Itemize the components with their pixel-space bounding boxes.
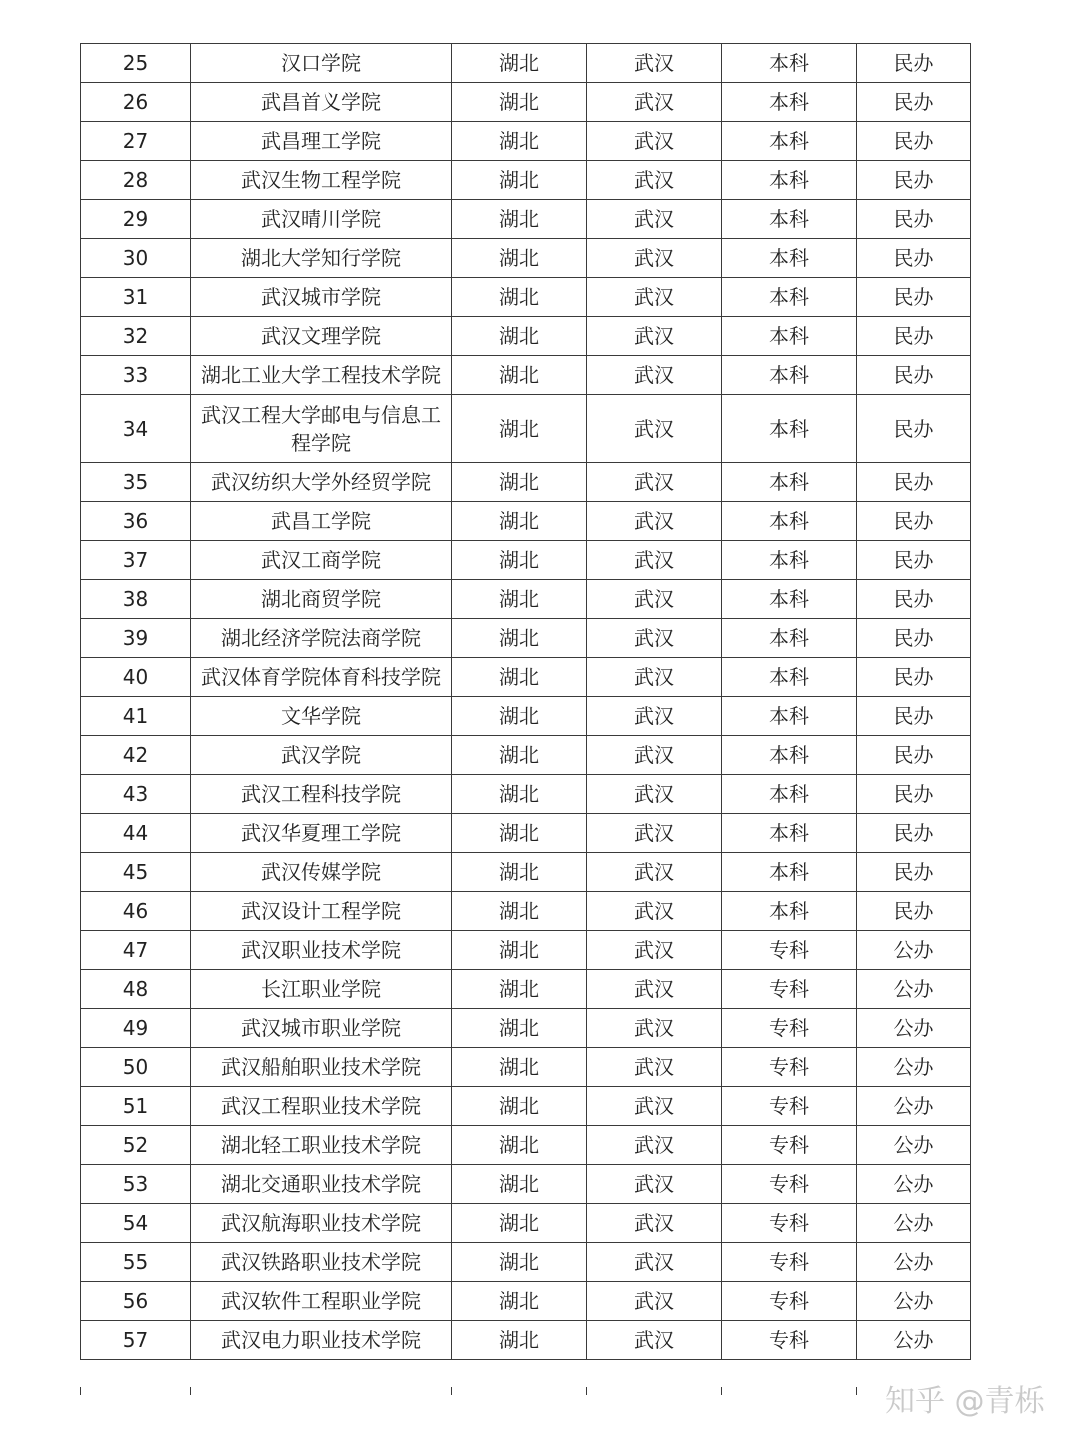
college-name-cell: 湖北工业大学工程技术学院 — [191, 356, 452, 395]
row-number-cell: 57 — [81, 1321, 191, 1360]
education-level-cell: 专科 — [722, 1321, 857, 1360]
row-number-cell: 41 — [81, 697, 191, 736]
college-name-cell: 武汉电力职业技术学院 — [191, 1321, 452, 1360]
table-row — [81, 1282, 971, 1321]
row-number-cell: 25 — [81, 44, 191, 83]
province-cell: 湖北 — [452, 1009, 587, 1048]
college-name-cell: 湖北交通职业技术学院 — [191, 1165, 452, 1204]
college-name-cell: 武昌首义学院 — [191, 83, 452, 122]
table-row — [81, 931, 971, 970]
row-number-cell: 32 — [81, 317, 191, 356]
province-cell: 湖北 — [452, 395, 587, 463]
college-name-cell: 武汉工程大学邮电与信息工程学院 — [191, 395, 452, 463]
school-type-cell: 民办 — [857, 892, 971, 931]
school-type-cell: 民办 — [857, 502, 971, 541]
row-number-cell: 52 — [81, 1126, 191, 1165]
row-number-cell: 54 — [81, 1204, 191, 1243]
education-level-cell: 本科 — [722, 580, 857, 619]
college-name-cell: 武汉设计工程学院 — [191, 892, 452, 931]
city-cell: 武汉 — [587, 1165, 722, 1204]
school-type-cell: 民办 — [857, 161, 971, 200]
row-number-cell: 28 — [81, 161, 191, 200]
college-name-cell: 武昌理工学院 — [191, 122, 452, 161]
education-level-cell: 专科 — [722, 1204, 857, 1243]
province-cell: 湖北 — [452, 502, 587, 541]
education-level-cell: 本科 — [722, 395, 857, 463]
city-cell: 武汉 — [587, 161, 722, 200]
college-name-cell: 湖北商贸学院 — [191, 580, 452, 619]
college-name-cell: 武汉工程职业技术学院 — [191, 1087, 452, 1126]
school-type-cell: 公办 — [857, 1009, 971, 1048]
college-name-cell: 武汉生物工程学院 — [191, 161, 452, 200]
college-table-body — [81, 44, 971, 1360]
province-cell: 湖北 — [452, 580, 587, 619]
education-level-cell: 本科 — [722, 541, 857, 580]
college-name-cell: 武汉工商学院 — [191, 541, 452, 580]
table-row — [81, 1009, 971, 1048]
table-row — [81, 1126, 971, 1165]
row-number-cell: 48 — [81, 970, 191, 1009]
row-number-cell: 37 — [81, 541, 191, 580]
province-cell: 湖北 — [452, 1126, 587, 1165]
province-cell: 湖北 — [452, 356, 587, 395]
education-level-cell: 本科 — [722, 658, 857, 697]
province-cell: 湖北 — [452, 1165, 587, 1204]
college-name-cell: 武汉体育学院体育科技学院 — [191, 658, 452, 697]
school-type-cell: 民办 — [857, 395, 971, 463]
school-type-cell: 民办 — [857, 239, 971, 278]
college-name-cell: 武汉晴川学院 — [191, 200, 452, 239]
education-level-cell: 专科 — [722, 1243, 857, 1282]
table-row — [81, 697, 971, 736]
college-name-cell: 湖北轻工职业技术学院 — [191, 1126, 452, 1165]
table-row — [81, 814, 971, 853]
row-number-cell: 26 — [81, 83, 191, 122]
city-cell: 武汉 — [587, 970, 722, 1009]
table-row — [81, 1243, 971, 1282]
college-name-cell: 武汉航海职业技术学院 — [191, 1204, 452, 1243]
education-level-cell: 本科 — [722, 736, 857, 775]
school-type-cell: 民办 — [857, 736, 971, 775]
college-name-cell: 湖北经济学院法商学院 — [191, 619, 452, 658]
city-cell: 武汉 — [587, 44, 722, 83]
row-number-cell: 38 — [81, 580, 191, 619]
province-cell: 湖北 — [452, 1282, 587, 1321]
city-cell: 武汉 — [587, 317, 722, 356]
table-row — [81, 892, 971, 931]
education-level-cell: 本科 — [722, 356, 857, 395]
school-type-cell: 民办 — [857, 83, 971, 122]
school-type-cell: 民办 — [857, 658, 971, 697]
province-cell: 湖北 — [452, 970, 587, 1009]
row-number-cell: 42 — [81, 736, 191, 775]
school-type-cell: 民办 — [857, 200, 971, 239]
city-cell: 武汉 — [587, 736, 722, 775]
education-level-cell: 本科 — [722, 239, 857, 278]
education-level-cell: 专科 — [722, 931, 857, 970]
school-type-cell: 民办 — [857, 541, 971, 580]
college-name-cell: 武汉学院 — [191, 736, 452, 775]
province-cell: 湖北 — [452, 1204, 587, 1243]
school-type-cell: 公办 — [857, 1165, 971, 1204]
college-table — [80, 43, 971, 1360]
row-number-cell: 56 — [81, 1282, 191, 1321]
college-name-cell: 长江职业学院 — [191, 970, 452, 1009]
row-number-cell: 31 — [81, 278, 191, 317]
table-row — [81, 580, 971, 619]
table-row — [81, 658, 971, 697]
row-number-cell: 35 — [81, 463, 191, 502]
row-number-cell: 34 — [81, 395, 191, 463]
education-level-cell: 专科 — [722, 1048, 857, 1087]
table-row — [81, 44, 971, 83]
education-level-cell: 本科 — [722, 463, 857, 502]
education-level-cell: 本科 — [722, 502, 857, 541]
education-level-cell: 本科 — [722, 122, 857, 161]
row-number-cell: 49 — [81, 1009, 191, 1048]
school-type-cell: 公办 — [857, 1204, 971, 1243]
education-level-cell: 专科 — [722, 1087, 857, 1126]
table-row — [81, 1087, 971, 1126]
province-cell: 湖北 — [452, 892, 587, 931]
table-row — [81, 200, 971, 239]
college-name-cell: 武汉华夏理工学院 — [191, 814, 452, 853]
province-cell: 湖北 — [452, 161, 587, 200]
table-row — [81, 395, 971, 463]
row-number-cell: 46 — [81, 892, 191, 931]
school-type-cell: 公办 — [857, 1282, 971, 1321]
city-cell: 武汉 — [587, 1048, 722, 1087]
city-cell: 武汉 — [587, 122, 722, 161]
college-name-cell: 武汉铁路职业技术学院 — [191, 1243, 452, 1282]
province-cell: 湖北 — [452, 1048, 587, 1087]
table-row — [81, 1321, 971, 1360]
table-row — [81, 1048, 971, 1087]
row-number-cell: 51 — [81, 1087, 191, 1126]
city-cell: 武汉 — [587, 541, 722, 580]
row-number-cell: 33 — [81, 356, 191, 395]
school-type-cell: 公办 — [857, 1126, 971, 1165]
table-row — [81, 1165, 971, 1204]
education-level-cell: 本科 — [722, 853, 857, 892]
province-cell: 湖北 — [452, 44, 587, 83]
row-number-cell: 39 — [81, 619, 191, 658]
college-name-cell: 武汉城市职业学院 — [191, 1009, 452, 1048]
row-number-cell: 36 — [81, 502, 191, 541]
province-cell: 湖北 — [452, 317, 587, 356]
city-cell: 武汉 — [587, 853, 722, 892]
education-level-cell: 本科 — [722, 278, 857, 317]
school-type-cell: 民办 — [857, 580, 971, 619]
table-row — [81, 278, 971, 317]
school-type-cell: 民办 — [857, 356, 971, 395]
table-row — [81, 356, 971, 395]
province-cell: 湖北 — [452, 1243, 587, 1282]
table-row — [81, 122, 971, 161]
table-row — [81, 775, 971, 814]
school-type-cell: 公办 — [857, 1048, 971, 1087]
province-cell: 湖北 — [452, 541, 587, 580]
education-level-cell: 本科 — [722, 697, 857, 736]
education-level-cell: 本科 — [722, 814, 857, 853]
education-level-cell: 本科 — [722, 83, 857, 122]
school-type-cell: 公办 — [857, 1243, 971, 1282]
city-cell: 武汉 — [587, 580, 722, 619]
school-type-cell: 公办 — [857, 970, 971, 1009]
college-table-page — [80, 43, 970, 1360]
table-row — [81, 736, 971, 775]
education-level-cell: 专科 — [722, 1126, 857, 1165]
city-cell: 武汉 — [587, 463, 722, 502]
province-cell: 湖北 — [452, 697, 587, 736]
province-cell: 湖北 — [452, 619, 587, 658]
college-name-cell: 武汉城市学院 — [191, 278, 452, 317]
city-cell: 武汉 — [587, 239, 722, 278]
city-cell: 武汉 — [587, 892, 722, 931]
province-cell: 湖北 — [452, 736, 587, 775]
school-type-cell: 民办 — [857, 317, 971, 356]
province-cell: 湖北 — [452, 814, 587, 853]
table-row — [81, 1204, 971, 1243]
row-number-cell: 47 — [81, 931, 191, 970]
city-cell: 武汉 — [587, 1126, 722, 1165]
college-name-cell: 武汉纺织大学外经贸学院 — [191, 463, 452, 502]
city-cell: 武汉 — [587, 83, 722, 122]
education-level-cell: 本科 — [722, 775, 857, 814]
city-cell: 武汉 — [587, 356, 722, 395]
province-cell: 湖北 — [452, 239, 587, 278]
table-row — [81, 317, 971, 356]
school-type-cell: 民办 — [857, 44, 971, 83]
school-type-cell: 民办 — [857, 853, 971, 892]
row-number-cell: 44 — [81, 814, 191, 853]
row-number-cell: 43 — [81, 775, 191, 814]
education-level-cell: 本科 — [722, 161, 857, 200]
table-row — [81, 502, 971, 541]
row-number-cell: 53 — [81, 1165, 191, 1204]
table-row — [81, 463, 971, 502]
city-cell: 武汉 — [587, 814, 722, 853]
education-level-cell: 本科 — [722, 44, 857, 83]
city-cell: 武汉 — [587, 1204, 722, 1243]
province-cell: 湖北 — [452, 853, 587, 892]
watermark-text: 知乎 @青栎 — [885, 1384, 1045, 1419]
province-cell: 湖北 — [452, 1087, 587, 1126]
college-name-cell: 汉口学院 — [191, 44, 452, 83]
school-type-cell: 公办 — [857, 1087, 971, 1126]
province-cell: 湖北 — [452, 1321, 587, 1360]
province-cell: 湖北 — [452, 463, 587, 502]
education-level-cell: 专科 — [722, 970, 857, 1009]
province-cell: 湖北 — [452, 658, 587, 697]
college-name-cell: 湖北大学知行学院 — [191, 239, 452, 278]
school-type-cell: 民办 — [857, 814, 971, 853]
college-name-cell: 武汉软件工程职业学院 — [191, 1282, 452, 1321]
school-type-cell: 公办 — [857, 931, 971, 970]
row-number-cell: 27 — [81, 122, 191, 161]
province-cell: 湖北 — [452, 83, 587, 122]
school-type-cell: 民办 — [857, 278, 971, 317]
education-level-cell: 专科 — [722, 1282, 857, 1321]
city-cell: 武汉 — [587, 775, 722, 814]
table-continuation-lines — [80, 1387, 970, 1395]
city-cell: 武汉 — [587, 502, 722, 541]
table-row — [81, 619, 971, 658]
row-number-cell: 55 — [81, 1243, 191, 1282]
city-cell: 武汉 — [587, 200, 722, 239]
table-row — [81, 83, 971, 122]
school-type-cell: 民办 — [857, 697, 971, 736]
province-cell: 湖北 — [452, 122, 587, 161]
city-cell: 武汉 — [587, 1243, 722, 1282]
city-cell: 武汉 — [587, 658, 722, 697]
school-type-cell: 民办 — [857, 775, 971, 814]
city-cell: 武汉 — [587, 1009, 722, 1048]
table-row — [81, 970, 971, 1009]
college-name-cell: 武汉工程科技学院 — [191, 775, 452, 814]
college-name-cell: 武汉船舶职业技术学院 — [191, 1048, 452, 1087]
city-cell: 武汉 — [587, 278, 722, 317]
school-type-cell: 民办 — [857, 463, 971, 502]
row-number-cell: 29 — [81, 200, 191, 239]
table-row — [81, 161, 971, 200]
province-cell: 湖北 — [452, 931, 587, 970]
education-level-cell: 本科 — [722, 892, 857, 931]
school-type-cell: 民办 — [857, 122, 971, 161]
city-cell: 武汉 — [587, 931, 722, 970]
school-type-cell: 公办 — [857, 1321, 971, 1360]
college-name-cell: 武汉传媒学院 — [191, 853, 452, 892]
city-cell: 武汉 — [587, 1282, 722, 1321]
province-cell: 湖北 — [452, 278, 587, 317]
province-cell: 湖北 — [452, 775, 587, 814]
college-name-cell: 文华学院 — [191, 697, 452, 736]
college-name-cell: 武汉职业技术学院 — [191, 931, 452, 970]
city-cell: 武汉 — [587, 619, 722, 658]
row-number-cell: 30 — [81, 239, 191, 278]
city-cell: 武汉 — [587, 395, 722, 463]
college-name-cell: 武汉文理学院 — [191, 317, 452, 356]
table-row — [81, 853, 971, 892]
college-name-cell: 武昌工学院 — [191, 502, 452, 541]
education-level-cell: 本科 — [722, 317, 857, 356]
city-cell: 武汉 — [587, 1087, 722, 1126]
education-level-cell: 专科 — [722, 1009, 857, 1048]
education-level-cell: 本科 — [722, 200, 857, 239]
row-number-cell: 40 — [81, 658, 191, 697]
city-cell: 武汉 — [587, 1321, 722, 1360]
table-row — [81, 239, 971, 278]
education-level-cell: 专科 — [722, 1165, 857, 1204]
education-level-cell: 本科 — [722, 619, 857, 658]
city-cell: 武汉 — [587, 697, 722, 736]
row-number-cell: 45 — [81, 853, 191, 892]
table-row — [81, 541, 971, 580]
school-type-cell: 民办 — [857, 619, 971, 658]
row-number-cell: 50 — [81, 1048, 191, 1087]
province-cell: 湖北 — [452, 200, 587, 239]
